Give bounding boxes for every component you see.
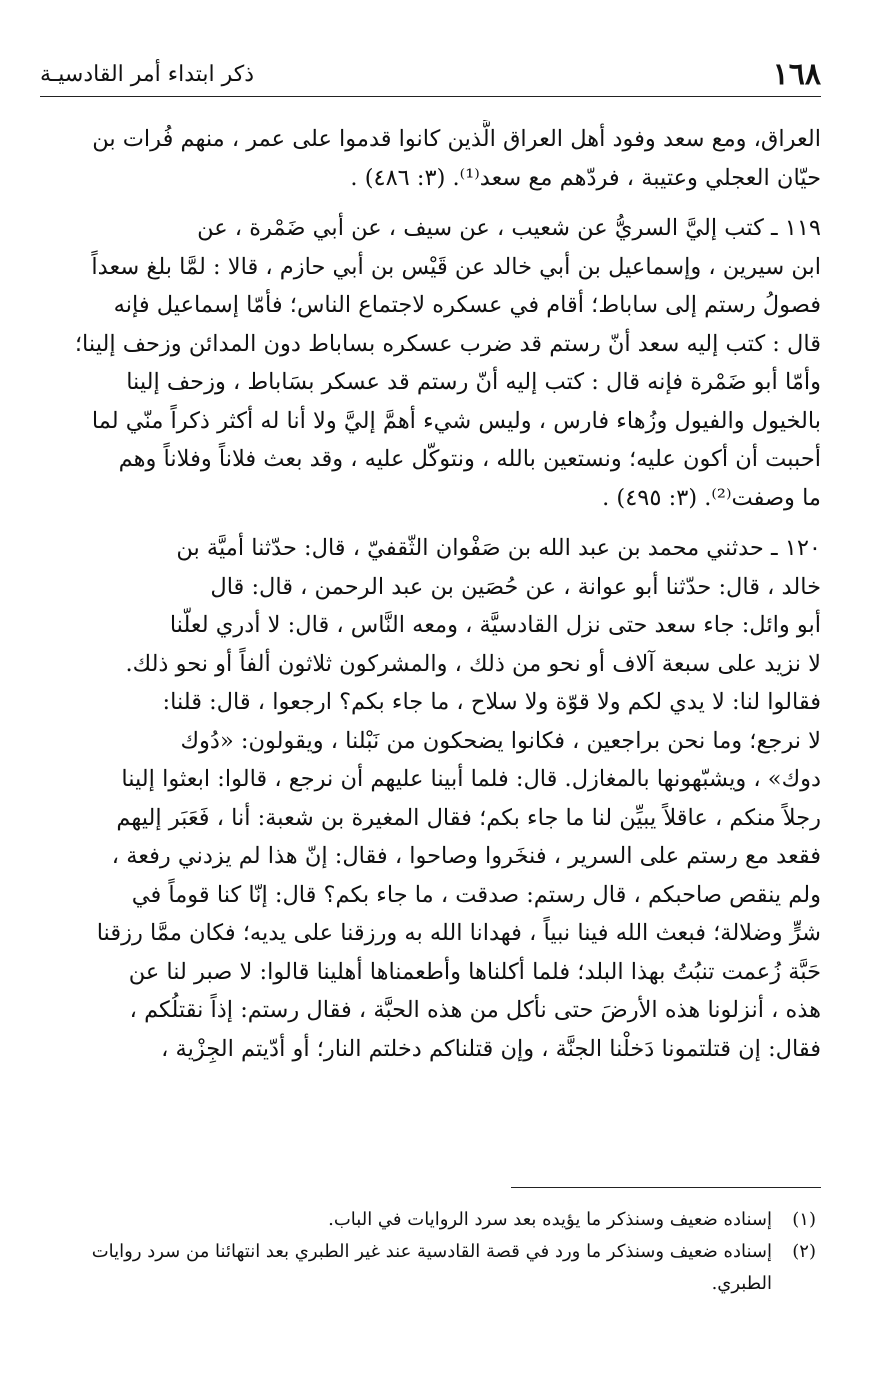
footnote-number: (٢) <box>792 1241 816 1262</box>
main-text <box>60 120 821 1080</box>
footnote-text <box>60 1204 772 1236</box>
text-line: أحببت أن أكون عليه؛ ونستعين بالله ، ونتوكّل عليه ، وقد بعث فلاناً وفلاناً وهم <box>118 446 821 472</box>
text-line: لا نرجع؛ وما نحن براجعين ، فكانوا يضحكون من نَبْلنا ، ويقولون: «دُوك <box>180 727 821 754</box>
text-line: بالخيول والفيول وزُهاء فارس ، وليس شيء أهمَّ إليَّ ولا أنا له أكثر ذكراً منّي لما <box>91 407 821 434</box>
text-line: ما وصفت⁽²⁾. (٣: ٤٩٥) . <box>602 484 821 511</box>
text-line: ١٢٠ ـ حدثني محمد بن عبد الله بن صَفْوان الثّقفيّ ، قال: حدّثنا أميَّة بن <box>176 535 821 561</box>
text-line: حَبَّة زُعمت تنبُتُ بهذا البلد؛ فلما أكلناها وأطعمناها أهلينا قالوا: لا صبر لنا عن <box>128 958 821 985</box>
footnote <box>60 1204 816 1236</box>
text-line: هذه ، أنزلونا هذه الأرضَ حتى نأكل من هذه الحبَّة ، فقال رستم: إذاً نقتلُكم ، <box>129 997 821 1023</box>
footnote-line: إسناده ضعيف وسنذكر ما يؤيده بعد سرد الروايات في الباب. <box>328 1209 772 1230</box>
paragraph <box>60 120 821 197</box>
text-line: حيّان العجلي وعتيبة ، فردّهم مع سعد⁽¹⁾. (٣: ٤٨٦) . <box>350 164 821 191</box>
text-line: ١١٩ ـ كتب إليَّ السريُّ عن شعيب ، عن سيف ، عن أبي ضَمْرة ، عن <box>197 215 821 241</box>
text-line: فقعد مع رستم على السرير ، فنخَروا وصاحوا ، فقال: إنّ هذا لم يزدني رفعة ، <box>111 843 821 869</box>
running-title: ذكر ابتداء أمر القادسيـة <box>40 61 255 87</box>
text-line: لا نزيد على سبعة آلاف أو نحو من ذلك ، والمشركون ثلاثون ألفاً أو نحو ذلك. <box>125 650 821 677</box>
text-line: فقال: إن قتلتمونا دَخلْنا الجنَّة ، وإن قتلناكم دخلتم النار؛ أو أدّيتم الجِزْية ، <box>161 1035 821 1062</box>
text-line: فصولُ رستم إلى ساباط؛ أقام في عسكره لاجتماع الناس؛ فأمّا إسماعيل فإنه <box>113 292 821 318</box>
footnotes <box>60 1204 816 1300</box>
text-line: ابن سيرين ، وإسماعيل بن أبي خالد عن قَيْس بن أبي حازم ، قالا : لمَّا بلغ سعداً <box>91 253 821 280</box>
text-line: العراق، ومع سعد وفود أهل العراق الَّذين كانوا قدموا على عمر ، منهم فُرات بن <box>92 126 821 152</box>
footnote-line: الطبري. <box>711 1273 772 1294</box>
text-line: رجلاً منكم ، عاقلاً يبيِّن لنا ما جاء بكم؛ فقال المغيرة بن شعبة: أنا ، فَعَبَر إليهم <box>116 804 821 831</box>
paragraph <box>60 529 821 1068</box>
text-line: ولم ينقص صاحبكم ، قال رستم: صدقت ، ما جاء بكم؟ قال: إنّا كنا قوماً في <box>131 881 821 908</box>
footnote-line: إسناده ضعيف وسنذكر ما ورد في قصة القادسية عند غير الطبري بعد انتهائنا من سرد روايات <box>91 1241 772 1262</box>
text-line: فقالوا لنا: لا يدي لكم ولا قوّة ولا سلاح ، ما جاء بكم؟ ارجعوا ، قال: قلنا: <box>162 689 821 715</box>
footnote-divider <box>511 1187 821 1188</box>
text-line: أبو وائل: جاء سعد حتى نزل القادسيَّة ، ومعه النَّاس ، قال: لا أدري لعلّنا <box>169 612 821 638</box>
paragraph <box>60 209 821 517</box>
footnote <box>60 1236 816 1300</box>
text-line: دوك» ، ويشبّهونها بالمغازل. قال: فلما أبينا عليهم أن نرجع ، قالوا: ابعثوا إلينا <box>121 766 821 792</box>
text-line: شرٍّ وضلالة؛ فبعث الله فينا نبياً ، فهدانا الله به ورزقنا على يديه؛ فكان ممَّا رزقنا <box>96 920 821 946</box>
footnote-text <box>60 1236 772 1300</box>
footnote-number: (١) <box>792 1209 816 1230</box>
text-line: قال : كتب إليه سعد أنّ رستم قد ضرب عسكره بساباط دون المدائن وزحف إلينا؛ <box>74 330 821 357</box>
page-header <box>40 52 821 97</box>
page-number: ١٦٨ <box>772 56 821 92</box>
text-line: خالد ، قال: حدّثنا أبو عوانة ، عن حُصَين بن عبد الرحمن ، قال: قال <box>210 573 821 600</box>
text-line: وأمّا أبو ضَمْرة فإنه قال : كتب إليه أنّ رستم قد عسكر بسَاباط ، وزحف إلينا <box>126 369 821 395</box>
